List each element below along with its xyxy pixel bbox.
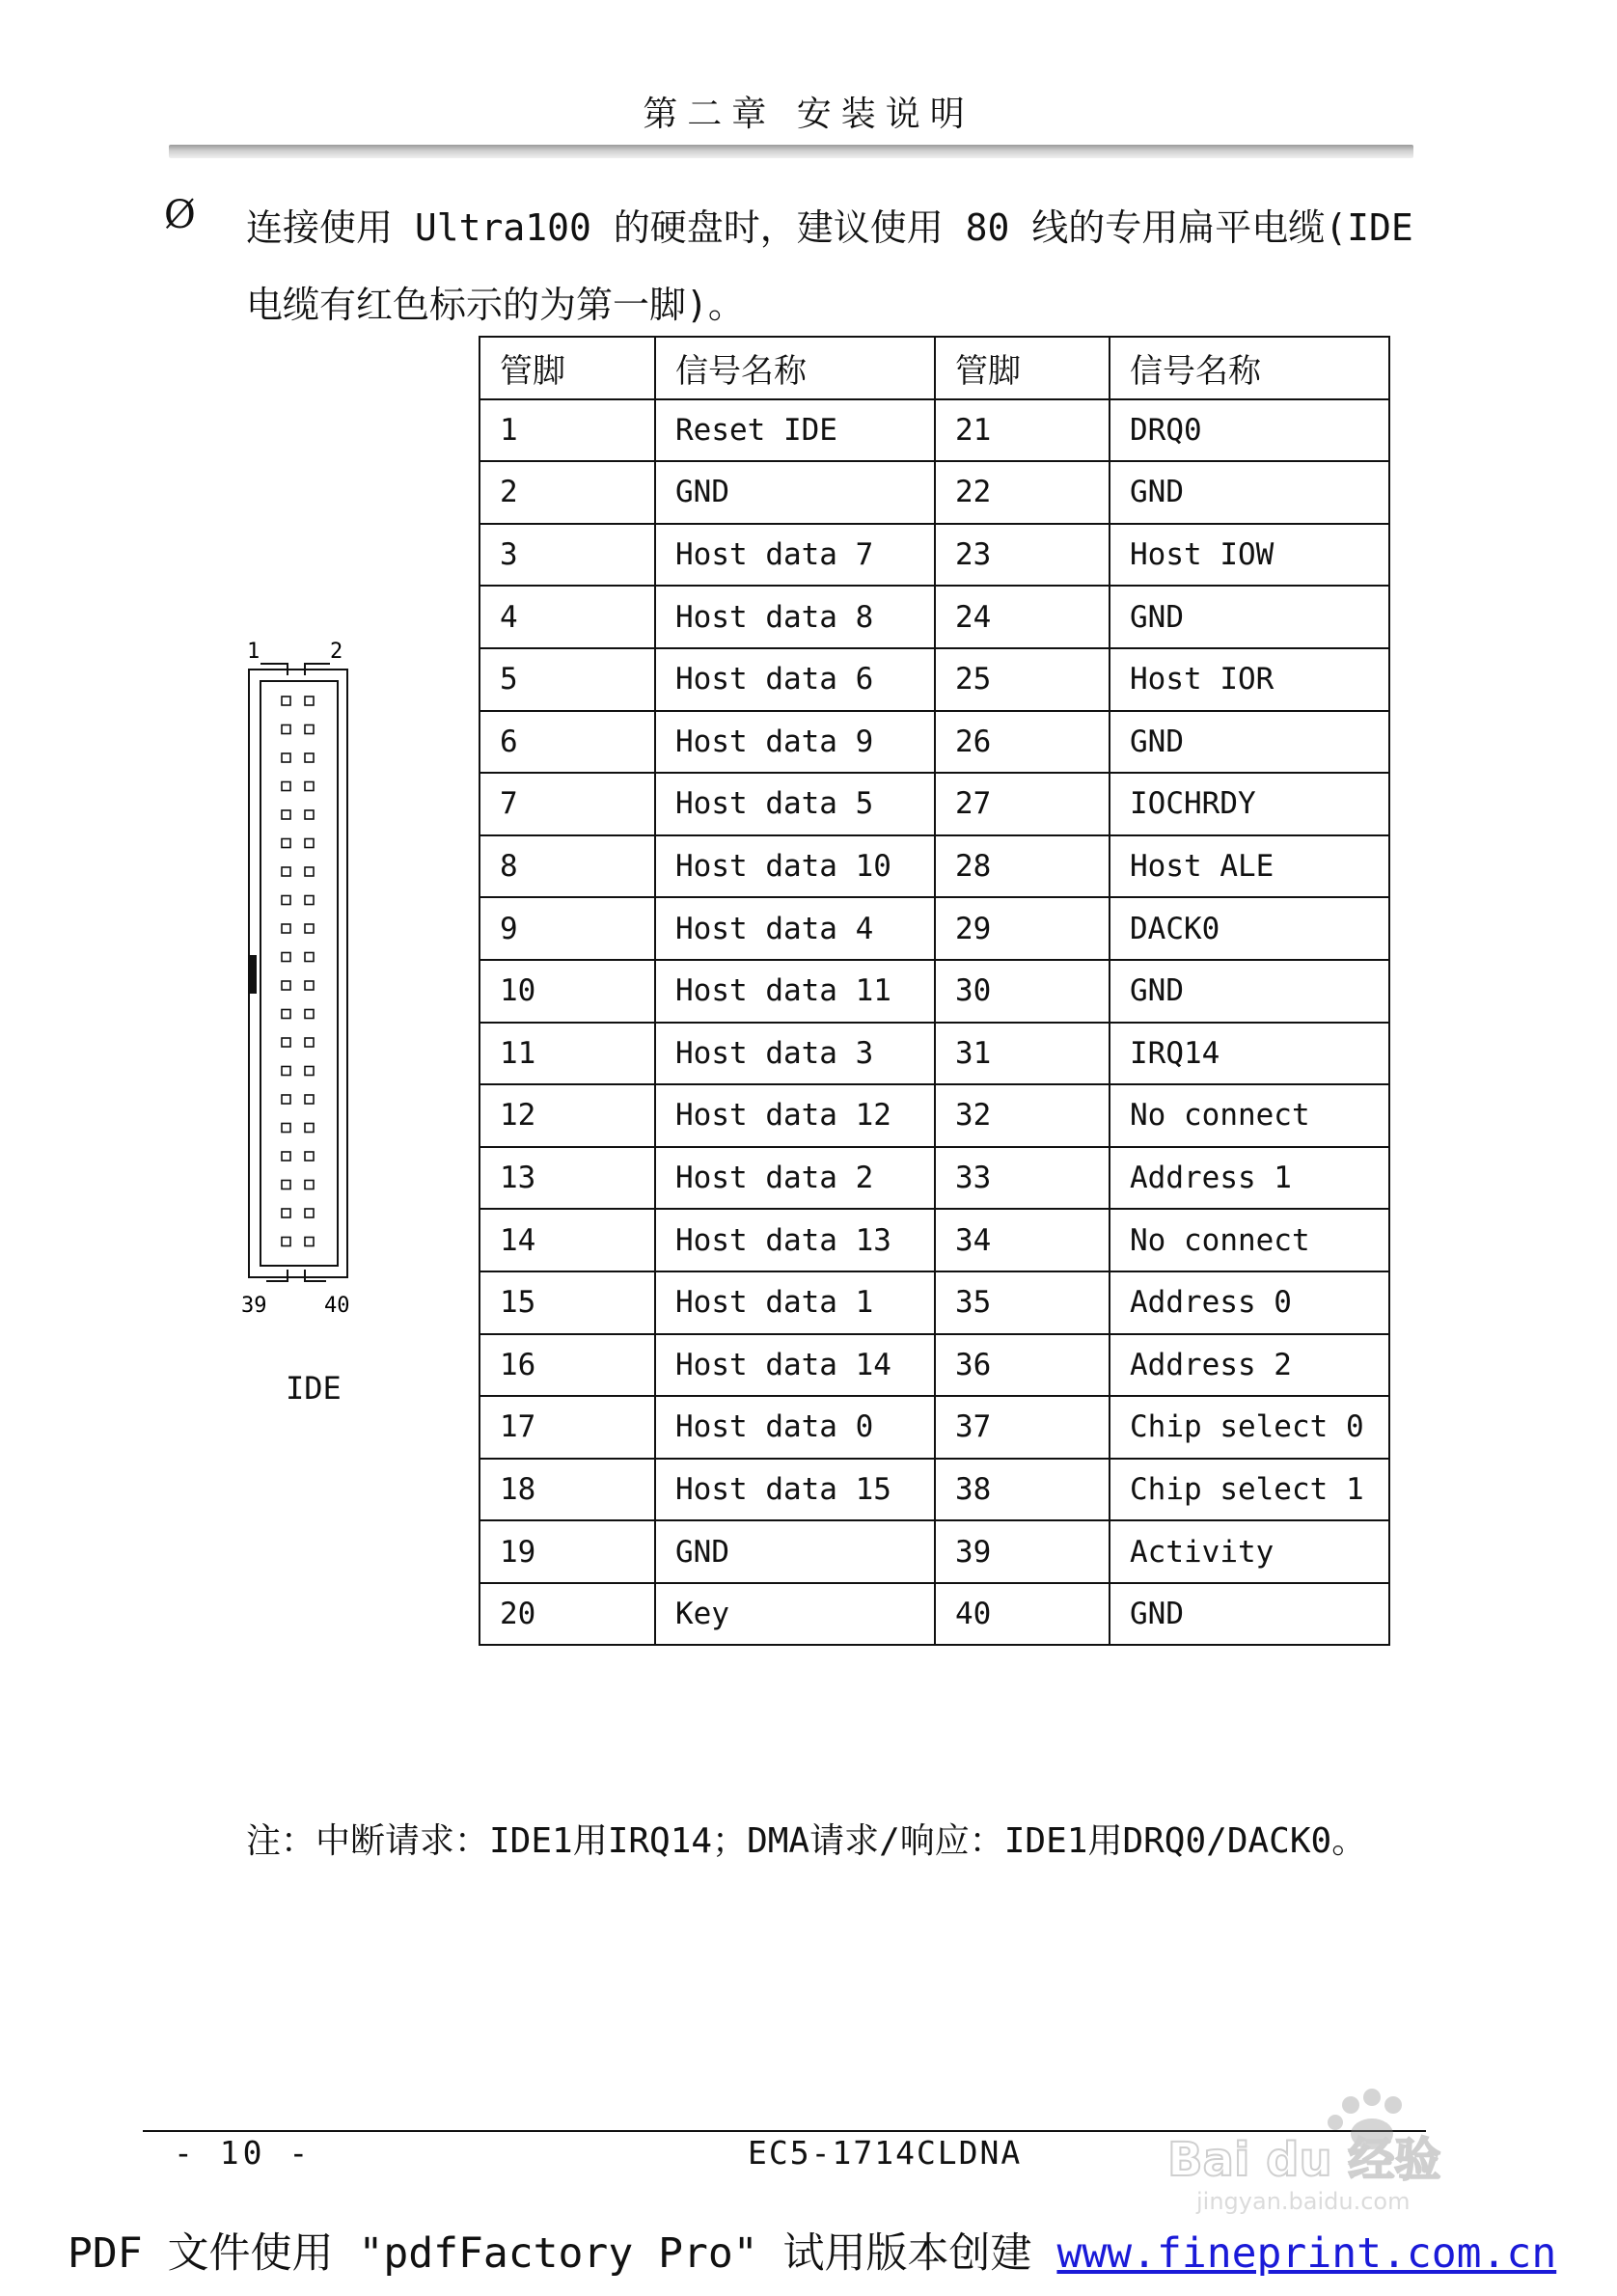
pin-number: 17 [480,1396,655,1459]
signal-name: GND [655,461,935,524]
signal-name: Host data 13 [655,1209,935,1271]
header-signal: 信号名称 [1110,337,1389,399]
intro-paragraph [246,189,1442,343]
pin-number: 12 [480,1084,655,1147]
page-number: - 10 - [174,2134,313,2172]
table-row [480,1396,1389,1459]
signal-name: GND [655,1520,935,1583]
signal-name: Address 2 [1110,1334,1389,1397]
connector-pin [282,810,290,819]
connector-outer-frame [249,670,347,1277]
watermark-url: jingyan.baidu.com [1196,2188,1411,2215]
signal-name: Host IOR [1110,648,1389,711]
pin-number: 18 [480,1459,655,1521]
pin-number: 15 [480,1271,655,1334]
model-number: EC5-1714CLDNA [748,2134,1023,2172]
signal-name: Host data 7 [655,524,935,587]
pin-number: 26 [935,711,1110,774]
signal-name: DACK0 [1110,897,1389,960]
pin-number: 13 [480,1147,655,1210]
connector-pin [305,1038,314,1047]
header-pin: 管脚 [935,337,1110,399]
pin-label-40: 40 [324,1294,350,1318]
signal-name: GND [1110,1583,1389,1646]
pin-number: 31 [935,1023,1110,1085]
connector-pin [305,1152,314,1161]
signal-name: Host data 12 [655,1084,935,1147]
pin-label-2: 2 [330,640,343,664]
signal-name: Host data 15 [655,1459,935,1521]
signal-name: Host data 3 [655,1023,935,1085]
connector-pin [305,1209,314,1217]
pin-number: 5 [480,648,655,711]
pin-label-39: 39 [241,1294,267,1318]
connector-pin [282,1152,290,1161]
signal-name: GND [1110,960,1389,1023]
signal-name: Host data 8 [655,586,935,648]
connector-pin [282,1238,290,1246]
connector-pin [305,753,314,762]
pin-number: 40 [935,1583,1110,1646]
connector-pin [282,697,290,705]
pin-number: 36 [935,1334,1110,1397]
table-row [480,960,1389,1023]
pdf-banner-text: PDF 文件使用 "pdfFactory Pro" 试用版本创建 [68,2229,1057,2278]
pin-number: 16 [480,1334,655,1397]
pin-number: 28 [935,835,1110,898]
signal-name: Reset IDE [655,399,935,462]
connector-pin [305,1067,314,1076]
table-row [480,1209,1389,1271]
connector-key-notch [249,955,257,994]
pin-number: 39 [935,1520,1110,1583]
interrupt-note: 注：中断请求：IDE1用IRQ14；DMA请求/响应：IDE1用DRQ0/DACK0。 [246,1821,1367,1861]
table-row [480,524,1389,587]
pin-number: 29 [935,897,1110,960]
ide-pinout-table [479,336,1390,1646]
paw-toe [1384,2096,1402,2114]
signal-name: DRQ0 [1110,399,1389,462]
signal-name: Host ALE [1110,835,1389,898]
bullet-symbol: Ø [164,193,196,237]
connector-pin [305,782,314,791]
table-row [480,586,1389,648]
connector-pin [282,1067,290,1076]
pin-number: 20 [480,1583,655,1646]
connector-pin [305,725,314,734]
connector-pin [282,953,290,962]
pin-number: 2 [480,461,655,524]
pin-number: 27 [935,773,1110,835]
table-row [480,835,1389,898]
paw-toe [1342,2096,1359,2114]
signal-name: Key [655,1583,935,1646]
pin-number: 33 [935,1147,1110,1210]
pin-number: 30 [935,960,1110,1023]
signal-name: GND [1110,461,1389,524]
table-row [480,1271,1389,1334]
connector-pin [305,924,314,933]
pin-number: 25 [935,648,1110,711]
signal-name: Host data 1 [655,1271,935,1334]
table-row [480,1459,1389,1521]
page-header-title: 第二章 安装说明 [643,95,974,134]
pin-number: 3 [480,524,655,587]
connector-pin [282,782,290,791]
connector-pin [282,1209,290,1217]
connector-pin [282,867,290,876]
intro-line-1: 连接使用 Ultra100 的硬盘时，建议使用 80 线的专用扁平电缆(IDE [246,206,1413,249]
connector-label: IDE [286,1370,342,1407]
pin-number: 24 [935,586,1110,648]
connector-pin [305,1095,314,1104]
signal-name: Address 0 [1110,1271,1389,1334]
connector-pin [282,1010,290,1019]
pin-number: 8 [480,835,655,898]
table-row [480,648,1389,711]
connector-pin [305,1238,314,1246]
signal-name: GND [1110,586,1389,648]
connector-pin [282,1095,290,1104]
pin-number: 19 [480,1520,655,1583]
connector-pin [305,953,314,962]
table-header-row [480,337,1389,399]
table-row [480,399,1389,462]
pin-number: 1 [480,399,655,462]
pin-number: 21 [935,399,1110,462]
connector-pin [282,753,290,762]
connector-inner-frame [260,681,338,1266]
table-row [480,773,1389,835]
table-row [480,711,1389,774]
paw-toe [1363,2089,1381,2106]
signal-name: Host data 11 [655,960,935,1023]
signal-name: Host data 9 [655,711,935,774]
signal-name: Activity [1110,1520,1389,1583]
signal-name: Host data 14 [655,1334,935,1397]
pin-number: 34 [935,1209,1110,1271]
connector-pin-grid [282,697,314,1246]
signal-name: Host data 10 [655,835,935,898]
connector-pin [305,810,314,819]
connector-pin [305,1010,314,1019]
signal-name: Host data 2 [655,1147,935,1210]
connector-pin [282,839,290,848]
pin-number: 37 [935,1396,1110,1459]
signal-name: Host data 5 [655,773,935,835]
pin-number: 4 [480,586,655,648]
pin-label-1: 1 [247,640,260,664]
connector-pin [305,896,314,905]
header-pin: 管脚 [480,337,655,399]
connector-pin [282,725,290,734]
table-row [480,1023,1389,1085]
connector-pin [282,896,290,905]
table-row [480,461,1389,524]
pin-number: 14 [480,1209,655,1271]
table-row [480,1520,1389,1583]
signal-name: No connect [1110,1084,1389,1147]
ide-connector-diagram [241,629,357,1324]
connector-pin [305,981,314,990]
header-divider [169,145,1413,158]
pin-number: 22 [935,461,1110,524]
signal-name: Address 1 [1110,1147,1389,1210]
signal-name: GND [1110,711,1389,774]
table-row [480,1583,1389,1646]
table-row [480,897,1389,960]
intro-line-2: 电缆有红色标示的为第一脚)。 [246,284,745,326]
baidu-watermark [1158,2084,1524,2219]
connector-pin [305,839,314,848]
connector-pin [305,1181,314,1189]
signal-name: IRQ14 [1110,1023,1389,1085]
signal-name: IOCHRDY [1110,773,1389,835]
connector-pin [282,924,290,933]
signal-name: Chip select 0 [1110,1396,1389,1459]
signal-name: No connect [1110,1209,1389,1271]
table-row [480,1084,1389,1147]
pin-number: 10 [480,960,655,1023]
signal-name: Chip select 1 [1110,1459,1389,1521]
pin-number: 9 [480,897,655,960]
connector-pin [305,1124,314,1133]
signal-name: Host IOW [1110,524,1389,587]
pdf-factory-banner [68,2221,1556,2280]
pin-number: 23 [935,524,1110,587]
table-row [480,1147,1389,1210]
connector-pin [305,867,314,876]
signal-name: Host data 0 [655,1396,935,1459]
pin-number: 6 [480,711,655,774]
connector-pin [305,697,314,705]
table-row [480,1334,1389,1397]
signal-name: Host data 6 [655,648,935,711]
paw-toe [1328,2115,1343,2130]
pin-number: 7 [480,773,655,835]
connector-pin [282,1181,290,1189]
pin-number: 35 [935,1271,1110,1334]
connector-pin [282,981,290,990]
header-signal: 信号名称 [655,337,935,399]
connector-pin [282,1038,290,1047]
pin-number: 32 [935,1084,1110,1147]
signal-name: Host data 4 [655,897,935,960]
watermark-text: Bai du 经验 [1167,2133,1441,2187]
pin-number: 38 [935,1459,1110,1521]
pin-number: 11 [480,1023,655,1085]
fineprint-link[interactable]: www.fineprint.com.cn [1056,2229,1557,2278]
connector-pin [282,1124,290,1133]
